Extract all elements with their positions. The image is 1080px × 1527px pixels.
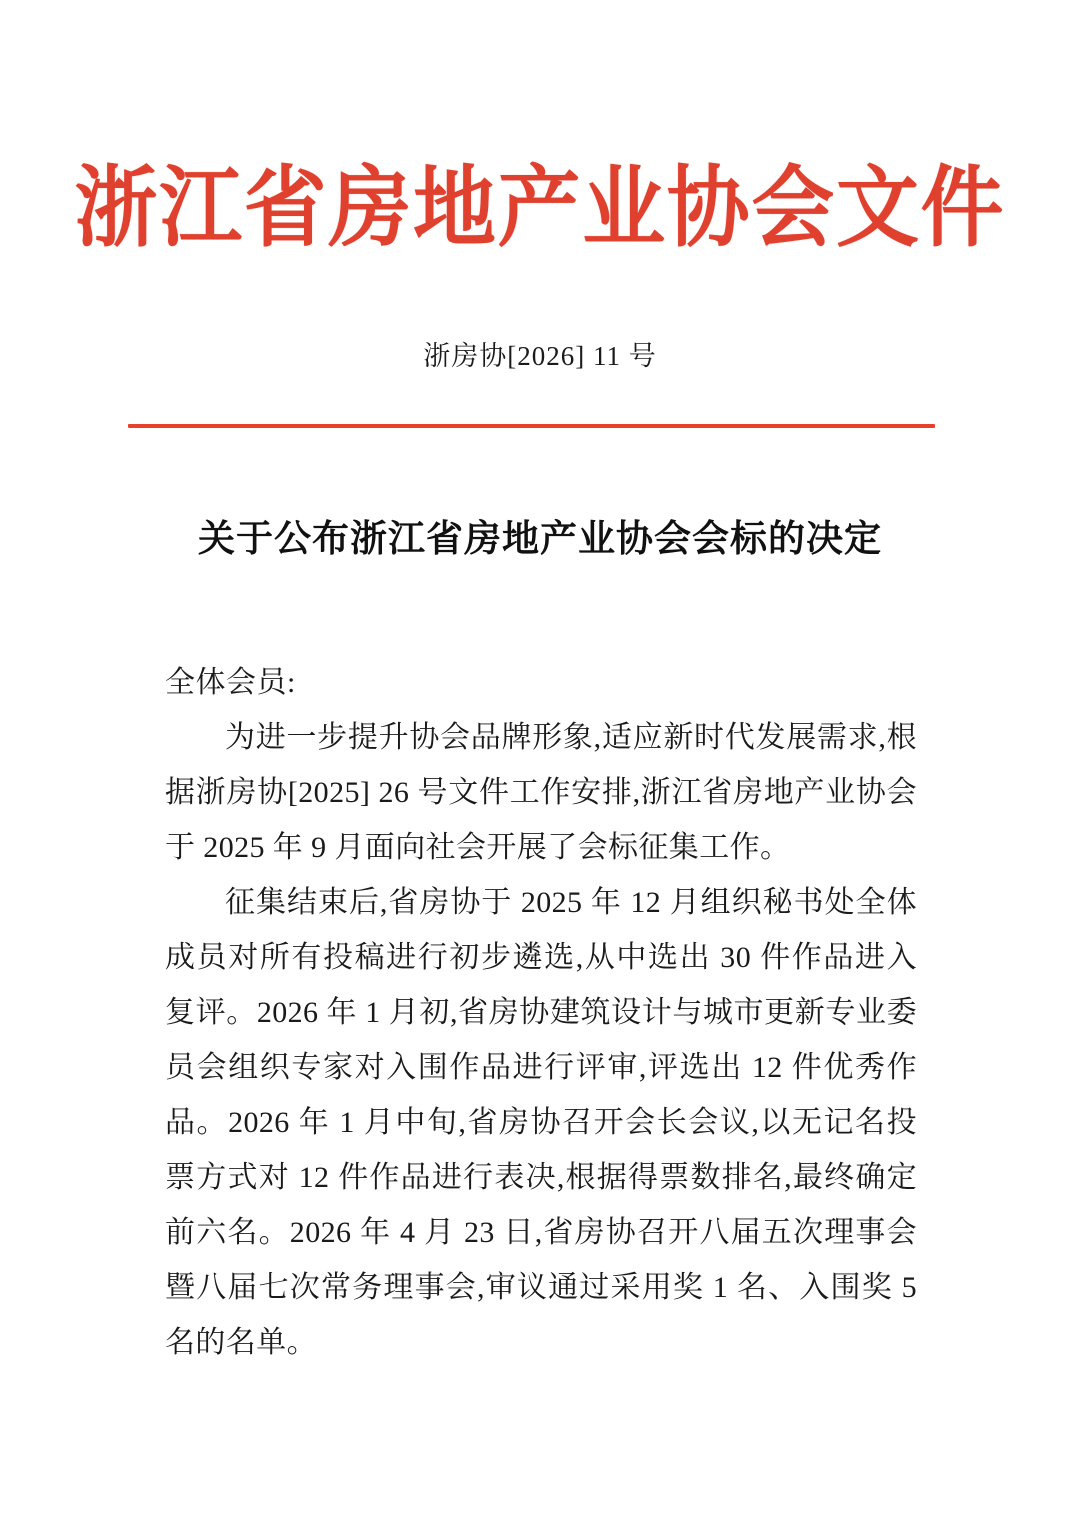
- document-serial-number: 浙房协[2026] 11 号: [423, 341, 657, 371]
- red-separator-rule: [128, 424, 935, 428]
- document-body: [165, 655, 917, 1370]
- salutation: 全体会员:: [165, 666, 296, 699]
- body-paragraph-2: 征集结束后,省房协于 2025 年 12 月组织秘书处全体成员对所有投稿进行初步遴选,从中选出 30 件作品进入复评。2026 年 1 月初,省房协建筑设计与城市更新专业委员会组织专家对入围作品进行评审,评选出 12 件优秀作品。2026 年 1 月中旬,省房协召开会长会议,以无记名投票方式对 12 件作品进行表决,根据得票数排名,最终确定前六名。2026 年 4 月 23 日,省房协召开八届五次理事会暨八届七次常务理事会,审议通过采用奖 1 名、入围奖 5 名的名单。: [165, 886, 917, 1359]
- letterhead-title: 浙江省房地产业协会文件: [74, 155, 1006, 259]
- body-paragraph-1: 为进一步提升协会品牌形象,适应新时代发展需求,根据浙房协[2025] 26 号文件工作安排,浙江省房地产业协会于 2025 年 9 月面向社会开展了会标征集工作。: [165, 721, 917, 864]
- page-title: 关于公布浙江省房地产业协会会标的决定: [198, 517, 882, 560]
